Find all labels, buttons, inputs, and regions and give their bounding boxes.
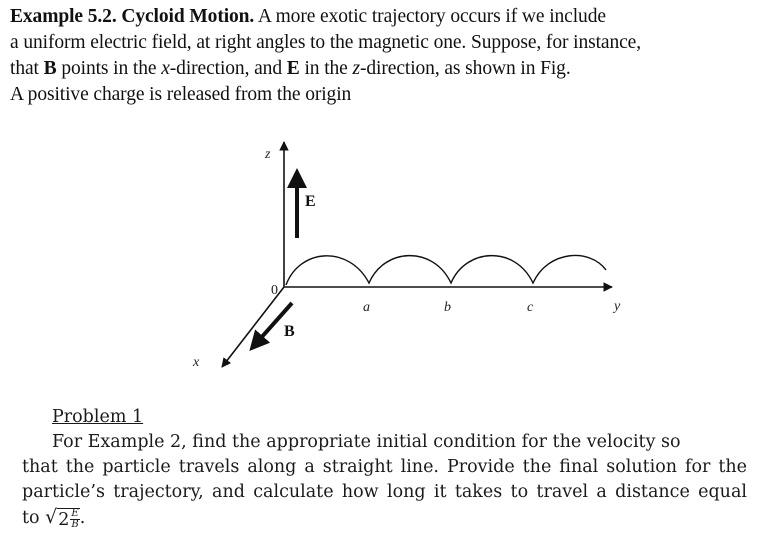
fraction-numerator: E [71, 508, 79, 519]
text-run: -direction, as shown in Fig. [360, 58, 571, 79]
fraction [70, 509, 79, 530]
problem-line-1: For Example 2, find the appropriate initial condition for the velocity so [52, 432, 681, 452]
y-axis-label: y [614, 299, 621, 314]
origin-label: 0 [271, 283, 278, 298]
symbol-E: E [286, 58, 300, 79]
problem-line-4-prefix: to [22, 508, 40, 528]
text-run: -direction, and [169, 58, 287, 79]
x-axis-label: x [193, 355, 200, 370]
example-number: Example 5.2. [10, 6, 117, 27]
problem-line-2: that the particle travels along a straight line. Provide the final solution for the [22, 457, 747, 477]
example-line-2: a uniform electric field, at right angles to the magnetic one. Suppose, for instance, [10, 32, 642, 53]
sqrt-body [57, 508, 79, 530]
symbol-x: x [161, 58, 170, 79]
example-line-1-text: A more exotic trajectory occurs if we include [257, 6, 606, 27]
fraction-denominator: B [71, 519, 79, 530]
text-run: in the [299, 58, 353, 79]
sqrt-coefficient: 2 [58, 509, 70, 530]
problem-line-4-suffix: . [79, 508, 86, 528]
point-b-label: b [444, 300, 451, 315]
cycloid-trajectory [286, 255, 606, 285]
point-a-label: a [363, 300, 370, 315]
symbol-z: z [352, 58, 361, 79]
text-run: that [10, 58, 44, 79]
example-line-4: A positive charge is released from the origin [10, 84, 352, 105]
z-axis-label: z [265, 147, 271, 162]
sqrt-expression [45, 505, 80, 530]
e-field-label: E [305, 193, 316, 210]
sqrt-sign: √ [45, 506, 58, 528]
example-title: Cycloid Motion. [121, 6, 255, 27]
problem-title: Problem 1 [52, 407, 144, 427]
problem-line-4 [22, 505, 747, 531]
x-axis [222, 287, 284, 367]
problem-line-3: particle’s trajectory, and calculate how long it takes to travel a distance equal [22, 482, 747, 502]
symbol-B: B [43, 58, 57, 79]
problem-block [22, 405, 747, 531]
b-field-label: B [284, 323, 295, 340]
point-c-label: c [527, 300, 534, 315]
text-run: points in the [56, 58, 162, 79]
